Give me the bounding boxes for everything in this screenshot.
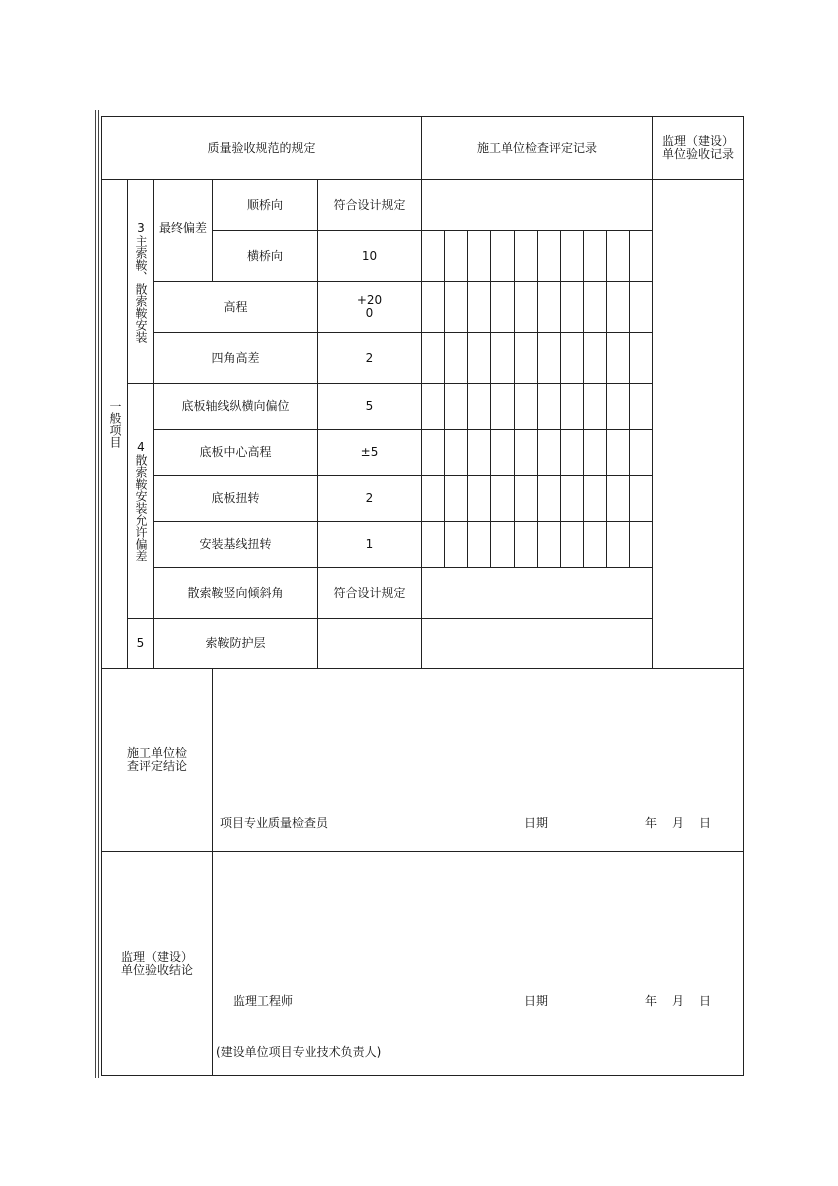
sub-item-label: 顺桥向: [246, 197, 283, 212]
check-cell[interactable]: [514, 475, 538, 522]
check-cell[interactable]: [514, 281, 538, 333]
check-cell[interactable]: [560, 383, 584, 430]
value-label: 2: [365, 350, 374, 365]
check-cell[interactable]: [560, 475, 584, 522]
check-cell[interactable]: [467, 429, 491, 476]
item-label: 高程: [223, 299, 248, 314]
value-cell: [317, 618, 422, 669]
header-contractor-label: 施工单位检查评定记录: [476, 140, 597, 155]
check-cell[interactable]: [629, 521, 653, 568]
supervisor-date-label: 日期: [524, 994, 549, 1008]
check-cell[interactable]: [490, 521, 515, 568]
check-cell[interactable]: [421, 383, 445, 430]
check-cell[interactable]: [467, 230, 491, 282]
item-cell: [153, 332, 318, 384]
check-cell[interactable]: [537, 383, 561, 430]
contractor-month-label: 月: [672, 816, 685, 830]
section-3-label: 3主索鞍、散索鞍安装: [134, 220, 148, 343]
item-label: 最终偏差: [158, 221, 207, 235]
supervisor-signer-label: 监理工程师: [233, 994, 294, 1008]
section-5-cell: [127, 618, 154, 669]
supervisor-record-cell[interactable]: [652, 179, 744, 669]
check-cell[interactable]: [444, 332, 468, 384]
contractor-year-label: 年: [645, 816, 658, 830]
contractor-conclusion-label: 施工单位检查评定结论: [126, 746, 187, 773]
value-cell: [317, 179, 422, 231]
value-label: 5: [365, 399, 374, 413]
check-cell[interactable]: [490, 230, 515, 282]
check-cell[interactable]: [467, 521, 491, 568]
sub-item-cell: [212, 179, 318, 231]
value-label: 10: [361, 248, 378, 263]
check-cell[interactable]: [467, 475, 491, 522]
check-cell[interactable]: [629, 230, 653, 282]
check-cell[interactable]: [606, 281, 630, 333]
check-cell[interactable]: [537, 230, 561, 282]
check-cell[interactable]: [467, 332, 491, 384]
check-cell[interactable]: [421, 230, 445, 282]
check-cell[interactable]: [490, 383, 515, 430]
value-label: ±5: [360, 445, 379, 459]
header-spec: [101, 116, 422, 180]
check-cell[interactable]: [514, 429, 538, 476]
group-label: 一般项目: [108, 400, 122, 448]
check-cell[interactable]: [514, 521, 538, 568]
item-label: 安装基线扭转: [199, 537, 272, 551]
record-cell[interactable]: [421, 618, 653, 669]
check-cell[interactable]: [583, 332, 607, 384]
check-cell[interactable]: [514, 230, 538, 282]
check-cell[interactable]: [537, 332, 561, 384]
supervisor-conclusion-label: 监理（建设）单位验收结论: [120, 949, 193, 977]
check-cell[interactable]: [629, 383, 653, 430]
check-cell[interactable]: [444, 281, 468, 333]
check-cell[interactable]: [606, 383, 630, 430]
check-cell[interactable]: [629, 429, 653, 476]
check-cell[interactable]: [629, 475, 653, 522]
check-cell[interactable]: [583, 281, 607, 333]
check-cell[interactable]: [560, 521, 584, 568]
group-label-cell: [101, 179, 128, 669]
item-cell: [153, 618, 318, 669]
check-cell[interactable]: [514, 383, 538, 430]
sub-item-cell: [212, 230, 318, 282]
value-cell: [317, 567, 422, 619]
check-cell[interactable]: [629, 281, 653, 333]
check-cell[interactable]: [467, 383, 491, 430]
item-cell: [153, 179, 213, 282]
check-cell[interactable]: [444, 521, 468, 568]
item-cell: [153, 567, 318, 619]
section-4-label: 4散索鞍安装允许偏差: [134, 440, 148, 562]
section-5-label: 5: [136, 636, 145, 650]
value-label: 1: [365, 537, 374, 551]
check-cell[interactable]: [490, 332, 515, 384]
check-cell[interactable]: [560, 332, 584, 384]
check-cell[interactable]: [560, 281, 584, 333]
value-cell: [317, 383, 422, 430]
value-cell: [317, 521, 422, 568]
check-cell[interactable]: [606, 521, 630, 568]
item-label: 底板轴线纵横向偏位: [181, 399, 290, 413]
header-spec-label: 质量验收规范的规定: [207, 140, 316, 155]
header-contractor-record: [421, 116, 653, 180]
contractor-signer-label: 项目专业质量检查员: [220, 816, 329, 830]
item-cell: [153, 383, 318, 430]
check-cell[interactable]: [490, 475, 515, 522]
supervisor-conclusion-label-cell: [101, 851, 213, 1076]
check-cell[interactable]: [444, 230, 468, 282]
check-cell[interactable]: [537, 475, 561, 522]
check-cell[interactable]: [583, 383, 607, 430]
item-cell: [153, 281, 318, 333]
contractor-day-label: 日: [699, 816, 712, 830]
contractor-date-label: 日期: [524, 816, 549, 830]
value-cell: [317, 281, 422, 333]
check-cell[interactable]: [583, 475, 607, 522]
item-cell: [153, 475, 318, 522]
check-cell[interactable]: [537, 281, 561, 333]
check-cell[interactable]: [606, 332, 630, 384]
value-cell: [317, 475, 422, 522]
check-cell[interactable]: [583, 429, 607, 476]
value-cell: [317, 429, 422, 476]
record-cell[interactable]: [421, 179, 653, 231]
check-cell[interactable]: [444, 383, 468, 430]
contractor-conclusion-label-cell: [101, 668, 213, 852]
value-label: 符合设计规定: [333, 585, 406, 600]
check-cell[interactable]: [606, 429, 630, 476]
check-cell[interactable]: [444, 429, 468, 476]
check-cell[interactable]: [560, 429, 584, 476]
left-margin-line: [95, 110, 96, 1078]
check-cell[interactable]: [421, 332, 445, 384]
item-label: 底板中心高程: [199, 445, 272, 459]
item-cell: [153, 429, 318, 476]
value-label: 符合设计规定: [333, 197, 406, 212]
value-cell: [317, 332, 422, 384]
check-cell[interactable]: [606, 475, 630, 522]
check-cell[interactable]: [583, 521, 607, 568]
value-cell: [317, 230, 422, 282]
check-cell[interactable]: [421, 475, 445, 522]
item-label: 散索鞍竖向倾斜角: [187, 585, 284, 600]
item-label: 四角高差: [211, 350, 260, 365]
header-supervisor-record: [652, 116, 744, 180]
check-cell[interactable]: [583, 230, 607, 282]
check-cell[interactable]: [421, 429, 445, 476]
supervisor-month-label: 月: [672, 994, 685, 1008]
left-margin-line: [98, 110, 99, 1078]
check-cell[interactable]: [560, 230, 584, 282]
item-label: 底板扭转: [211, 491, 260, 505]
item-cell: [153, 521, 318, 568]
supervisor-day-label: 日: [699, 994, 712, 1008]
check-cell[interactable]: [421, 521, 445, 568]
check-cell[interactable]: [467, 281, 491, 333]
sub-item-label: 横桥向: [246, 248, 283, 263]
supervisor-year-label: 年: [645, 994, 658, 1008]
item-label: 索鞍防护层: [205, 636, 266, 650]
check-cell[interactable]: [514, 332, 538, 384]
value-label: 2: [365, 491, 374, 505]
check-cell[interactable]: [537, 429, 561, 476]
record-cell[interactable]: [421, 567, 653, 619]
value-label: +20 0: [356, 293, 383, 320]
check-cell[interactable]: [421, 281, 445, 333]
supervisor-note: (建设单位项目专业技术负责人): [216, 1045, 382, 1059]
check-cell[interactable]: [629, 332, 653, 384]
check-cell[interactable]: [444, 475, 468, 522]
check-cell[interactable]: [606, 230, 630, 282]
check-cell[interactable]: [490, 429, 515, 476]
header-supervisor-label: 监理（建设）单位验收记录: [661, 134, 734, 161]
check-cell[interactable]: [537, 521, 561, 568]
section-3-cell: [127, 179, 154, 384]
check-cell[interactable]: [490, 281, 515, 333]
section-4-cell: [127, 383, 154, 619]
